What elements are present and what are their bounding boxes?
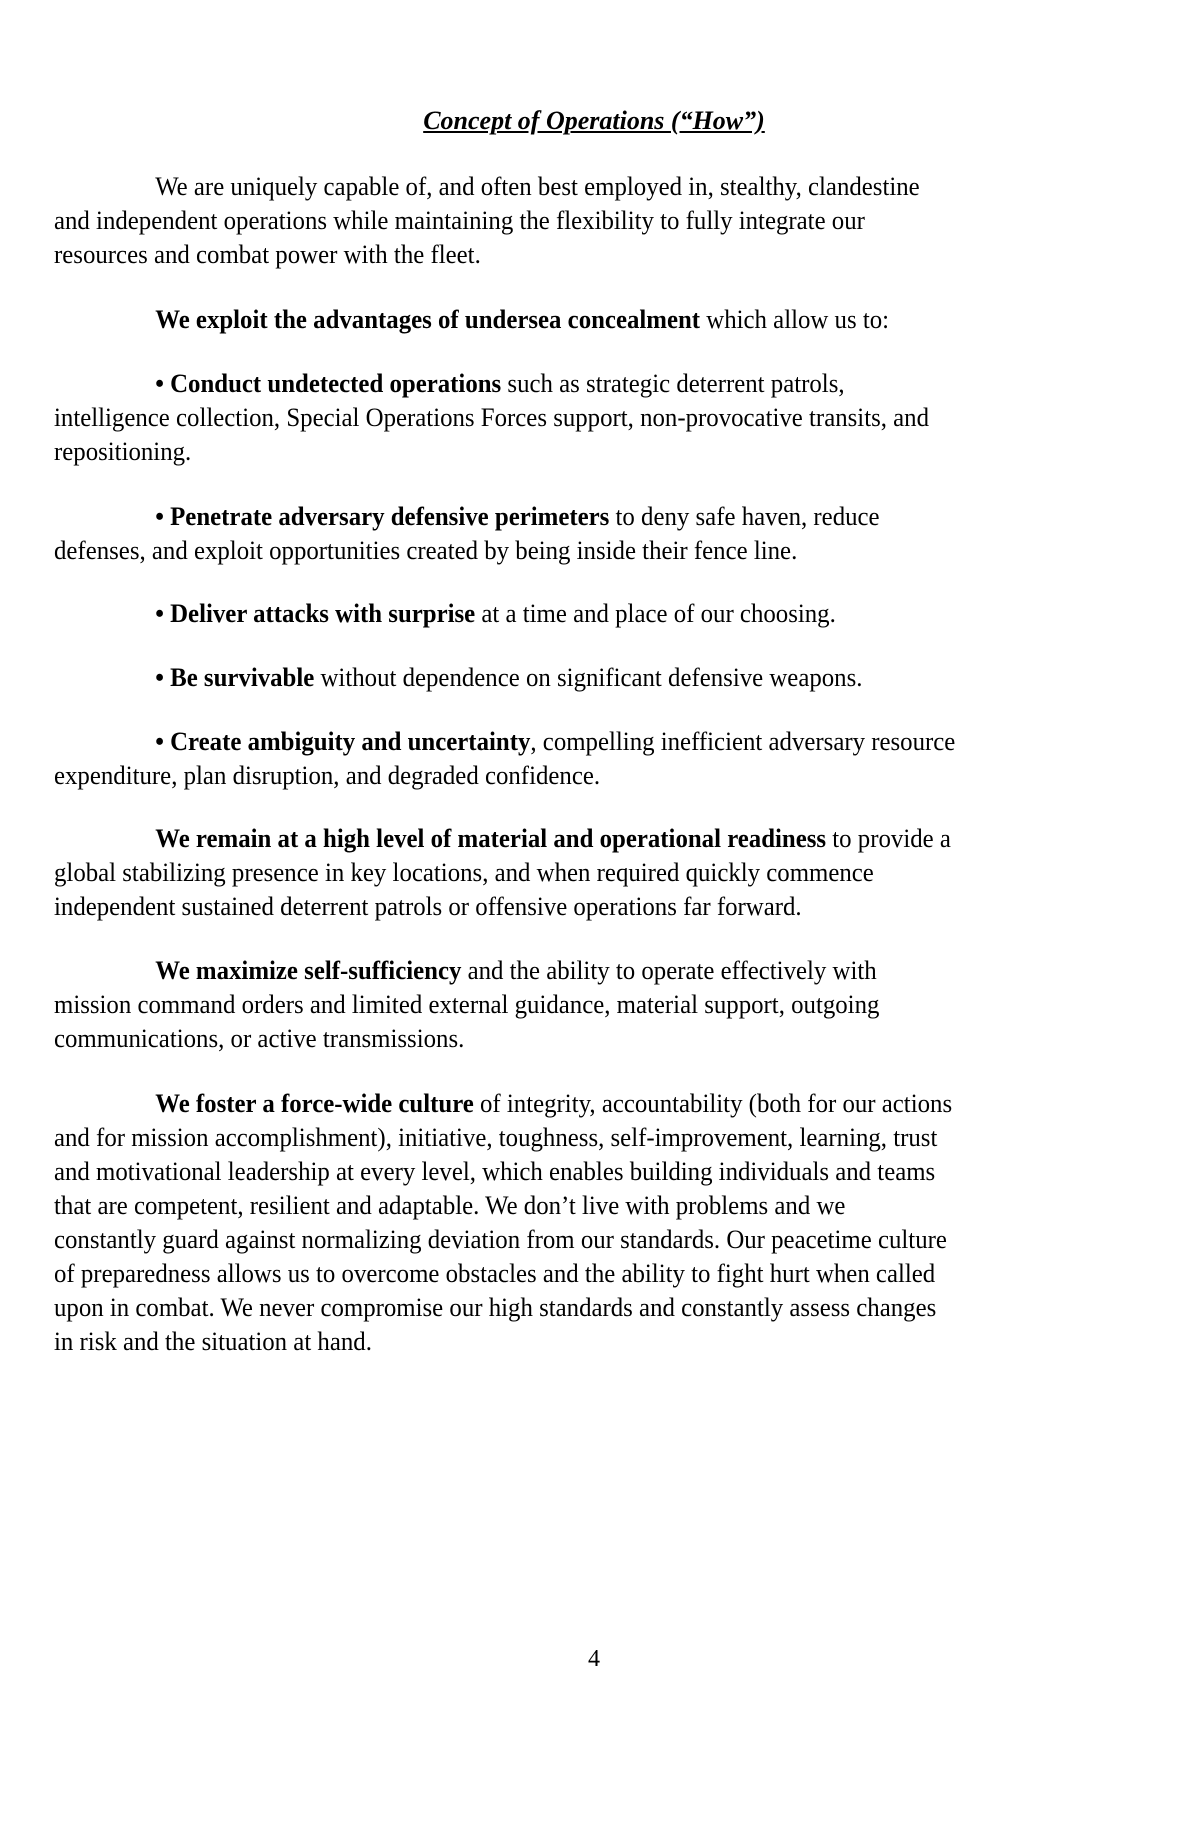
body-text: upon in combat. We never compromise our high standards and constantly assess changes — [54, 1293, 937, 1322]
text-line — [54, 661, 1105, 695]
body-text: constantly guard against normalizing deviation from our standards. Our peacetime culture — [54, 1225, 947, 1254]
bold-lead-text: • Be survivable — [155, 663, 315, 692]
body-text: without dependence on significant defensive weapons. — [314, 663, 863, 692]
text-line — [54, 725, 1105, 759]
body-text: to deny safe haven, reduce — [609, 502, 880, 531]
text-line — [54, 988, 1105, 1022]
body-text: to provide a — [826, 824, 951, 853]
body-text: such as strategic deterrent patrols, — [501, 369, 845, 398]
text-line — [54, 401, 1105, 435]
bold-lead-text: • Create ambiguity and uncertainty — [155, 727, 531, 756]
text-line — [54, 1223, 1105, 1257]
body-text: global stabilizing presence in key locations, and when required quickly commence — [54, 858, 874, 887]
body-text: resources and combat power with the fleet. — [54, 240, 481, 269]
body-text: and motivational leadership at every level, which enables building individuals and teams — [54, 1157, 936, 1186]
body-text: repositioning. — [54, 437, 192, 466]
text-line — [54, 500, 1105, 534]
text-line — [54, 954, 1105, 988]
body-text: that are competent, resilient and adaptable. We don’t live with problems and we — [54, 1191, 846, 1220]
bold-lead-text: We foster a force-wide culture — [155, 1089, 474, 1118]
body-text: of integrity, accountability (both for our actions — [473, 1089, 953, 1118]
body-text: , compelling inefficient adversary resource — [530, 727, 956, 756]
text-line — [54, 1325, 1105, 1359]
text-line — [54, 822, 1105, 856]
body-text: We are uniquely capable of, and often best employed in, stealthy, clandestine — [155, 172, 920, 201]
paragraph-self-sufficiency — [54, 954, 1154, 1056]
body-text: and independent operations while maintaining the flexibility to fully integrate our — [54, 206, 865, 235]
body-text: expenditure, plan disruption, and degraded confidence. — [54, 761, 601, 790]
body-text: defenses, and exploit opportunities created by being inside their fence line. — [54, 536, 798, 565]
text-line — [54, 435, 1105, 469]
bold-lead-text: We exploit the advantages of undersea concealment — [155, 305, 701, 334]
body-text: independent sustained deterrent patrols or offensive operations far forward. — [54, 892, 802, 921]
text-line — [54, 170, 1105, 204]
text-line — [54, 303, 1105, 337]
paragraph-intro — [54, 170, 1154, 272]
bullet-penetrate — [54, 500, 1154, 568]
text-line — [54, 856, 1105, 890]
text-line — [54, 1155, 1105, 1189]
bullet-deliver-attacks — [54, 597, 1154, 631]
body-text: intelligence collection, Special Operations Forces support, non-provocative transits, and — [54, 403, 930, 432]
text-line — [54, 1121, 1105, 1155]
bold-lead-text: • Conduct undetected operations — [155, 369, 502, 398]
bullet-survivable — [54, 661, 1154, 695]
body-text: of preparedness allows us to overcome obstacles and the ability to fight hurt when called — [54, 1259, 936, 1288]
text-line — [54, 204, 1105, 238]
text-line — [54, 367, 1105, 401]
paragraph-culture — [54, 1087, 1154, 1359]
bold-lead-text: • Deliver attacks with surprise — [155, 599, 476, 628]
text-line — [54, 534, 1105, 568]
bold-lead-text: We maximize self-sufficiency — [155, 956, 462, 985]
text-line — [54, 1189, 1105, 1223]
paragraph-exploit — [54, 303, 1154, 337]
body-text: and for mission accomplishment), initiative, toughness, self-improvement, learning, trust — [54, 1123, 938, 1152]
body-text: and the ability to operate effectively with — [461, 956, 877, 985]
text-line — [54, 890, 1105, 924]
body-text: at a time and place of our choosing. — [475, 599, 836, 628]
body-text: mission command orders and limited external guidance, material support, outgoing — [54, 990, 880, 1019]
paragraph-readiness — [54, 822, 1154, 924]
text-line — [54, 1257, 1105, 1291]
text-line — [54, 238, 1105, 272]
text-line — [54, 1087, 1105, 1121]
bullet-conduct-undetected — [54, 367, 1154, 469]
text-line — [54, 1291, 1105, 1325]
page-number: 4 — [588, 1646, 600, 1672]
page-title: Concept of Operations (“How”) — [423, 106, 765, 135]
text-line — [54, 1022, 1105, 1056]
body-text: communications, or active transmissions. — [54, 1024, 465, 1053]
text-line — [54, 597, 1105, 631]
bold-lead-text: • Penetrate adversary defensive perimeters — [155, 502, 610, 531]
bold-lead-text: We remain at a high level of material and operational readiness — [155, 824, 827, 853]
bullet-ambiguity — [54, 725, 1154, 793]
text-line — [54, 759, 1105, 793]
body-text: in risk and the situation at hand. — [54, 1327, 372, 1356]
body-text: which allow us to: — [700, 305, 890, 334]
